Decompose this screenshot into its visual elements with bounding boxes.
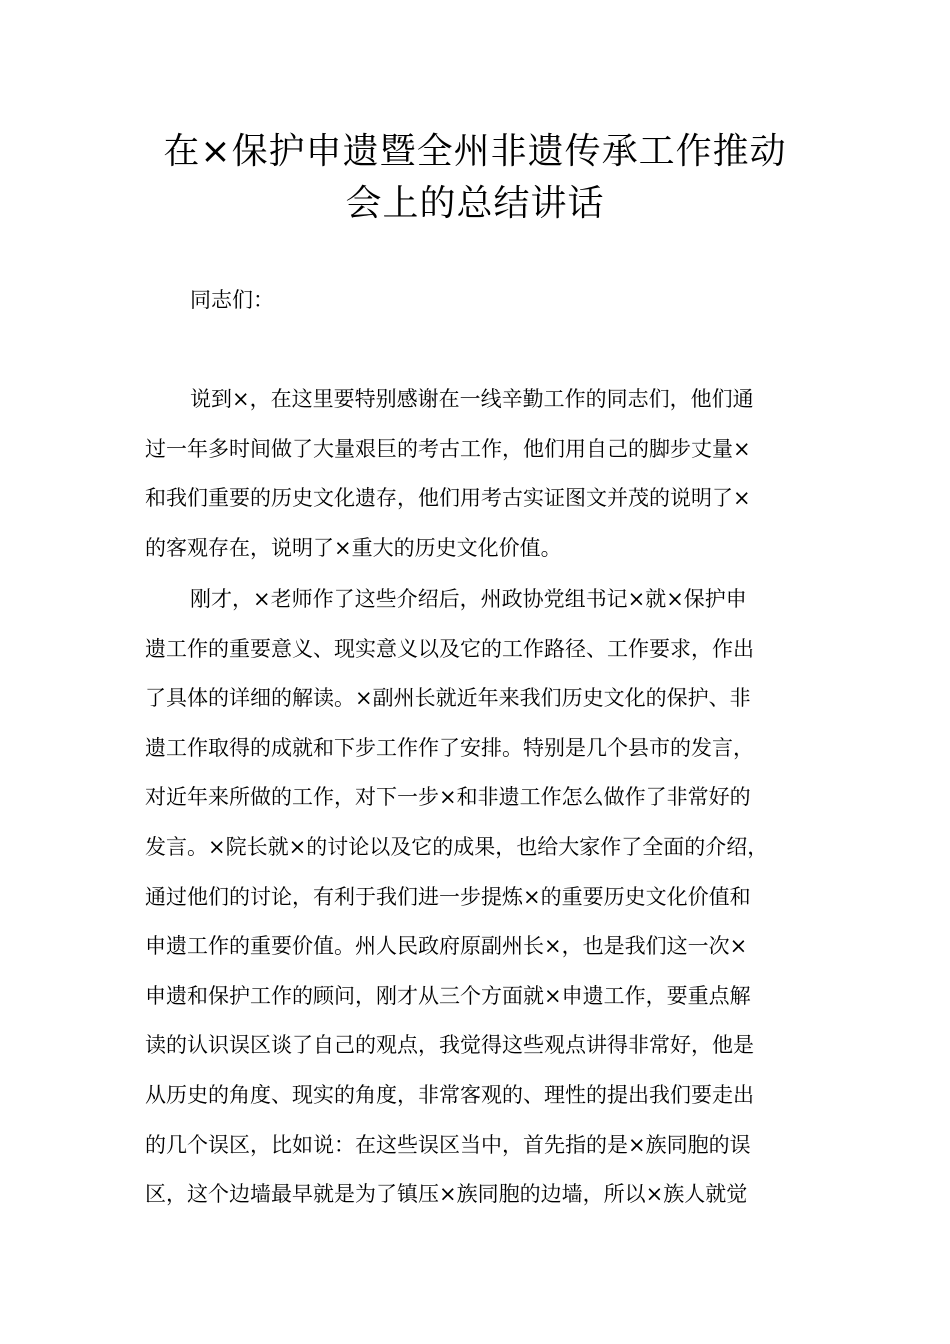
paragraph-line: 了具体的详细的解读。×副州长就近年来我们历史文化的保护、非 — [145, 686, 751, 711]
paragraph-line: 从历史的角度、现实的角度，非常客观的、理性的提出我们要走出 — [145, 1082, 754, 1107]
paragraph-line: 刚才，×老师作了这些介绍后，州政协党组书记×就×保护申 — [190, 587, 747, 611]
paragraph-line: 通过他们的讨论，有利于我们进一步提炼×的重要历史文化价值和 — [145, 884, 751, 909]
salutation: 同志们： — [190, 288, 274, 312]
paragraph-line: 过一年多时间做了大量艰巨的考古工作，他们用自己的脚步丈量× — [145, 436, 751, 461]
paragraph-line: 遗工作的重要意义、现实意义以及它的工作路径、工作要求，作出 — [145, 636, 754, 661]
title-line-1: 在×保护申遗暨全州非遗传承工作推动 — [163, 131, 787, 172]
paragraph-line: 申遗工作的重要价值。州人民政府原副州长×，也是我们这一次× — [145, 934, 748, 959]
paragraph-line: 和我们重要的历史文化遗存，他们用考古实证图文并茂的说明了× — [145, 486, 751, 511]
paragraph-line: 遗工作取得的成就和下步工作作了安排。特别是几个县市的发言， — [145, 735, 754, 760]
paragraph-line: 区，这个边墙最早就是为了镇压×族同胞的边墙，所以×族人就觉 — [145, 1182, 748, 1207]
paragraph-line: 申遗和保护工作的顾问，刚才从三个方面就×申遗工作，要重点解 — [145, 983, 751, 1008]
paragraph-line: 的几个误区，比如说：在这些误区当中，首先指的是×族同胞的误 — [145, 1132, 751, 1157]
document-title — [110, 126, 840, 230]
title-line-2: 会上的总结讲话 — [345, 183, 605, 224]
paragraph-1 — [145, 384, 825, 582]
paragraph-line: 对近年来所做的工作，对下一步×和非遗工作怎么做作了非常好的 — [145, 785, 751, 810]
paragraph-line: 读的认识误区谈了自己的观点，我觉得这些观点讲得非常好，他是 — [145, 1033, 754, 1058]
paragraph-line: 的客观存在，说明了×重大的历史文化价值。 — [145, 535, 562, 560]
paragraph-line: 说到×，在这里要特别感谢在一线辛勤工作的同志们，他们通 — [190, 387, 754, 411]
paragraph-line: 发言。×院长就×的讨论以及它的成果，也给大家作了全面的介绍， — [145, 834, 769, 859]
paragraph-2 — [145, 584, 825, 1229]
